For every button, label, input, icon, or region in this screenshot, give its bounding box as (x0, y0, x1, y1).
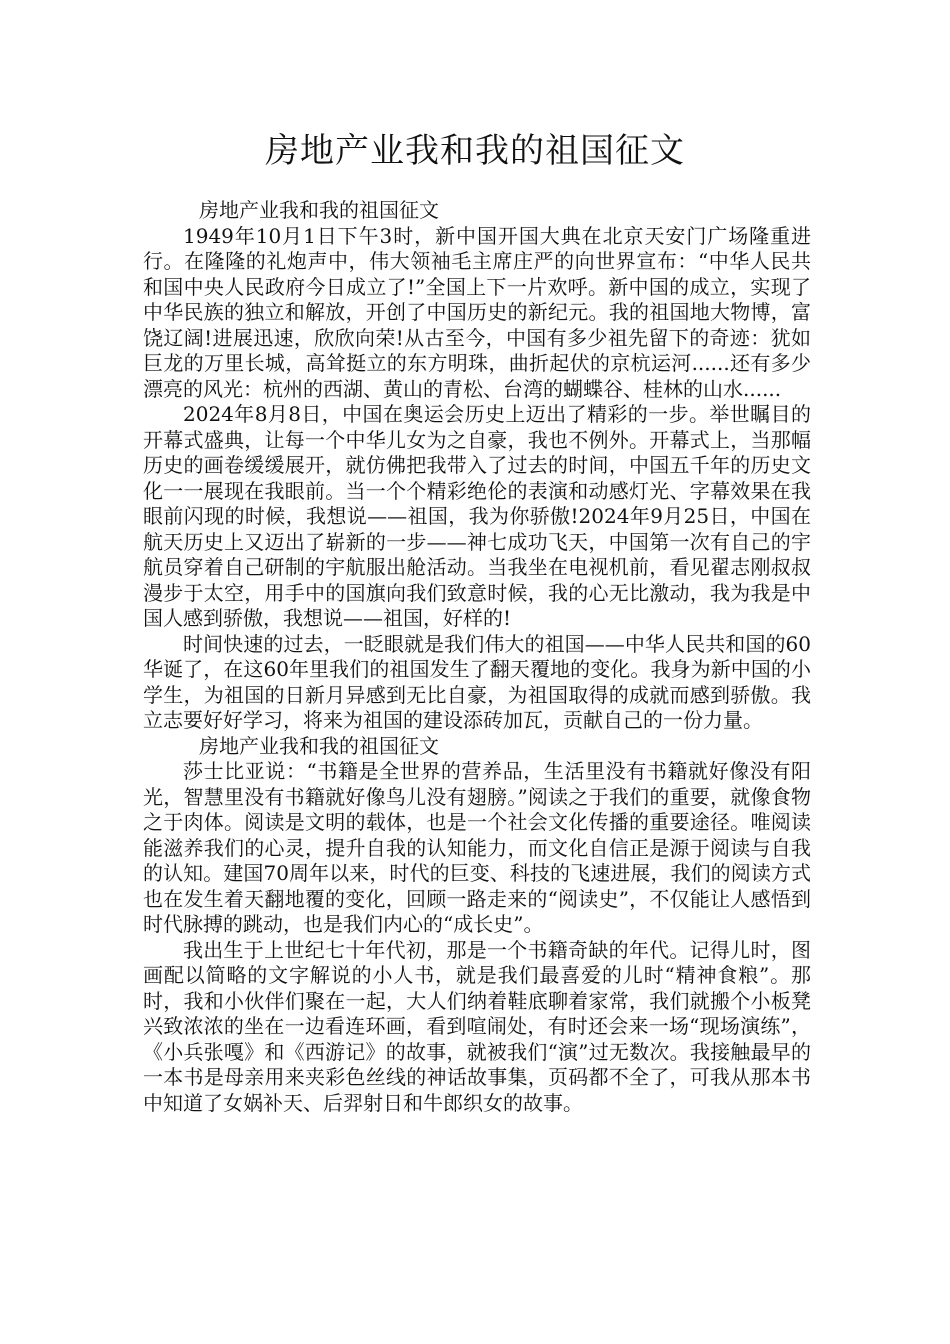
paragraph: 1949年10月1日下午3时，新中国开国大典在北京天安门广场隆重进行。在隆隆的礼炮声中，伟大领袖毛主席庄严的向世界宣布：“中华人民共和国中央人民政府今日成立了!”全国上下一片欢呼。新中国的成立，实现了中华民族的独立和解放，开创了中国历史的新纪元。我的祖国地大物博，富饶辽阔!进展迅速，欣欣向荣!从古至今，中国有多少祖先留下的奇迹：犹如巨龙的万里长城，高耸挺立的东方明珠，曲折起伏的京杭运河......还有多少漂亮的风光：杭州的西湖、黄山的青松、台湾的蝴蝶谷、桂林的山水...... (143, 223, 811, 401)
paragraph: 时间快速的过去，一眨眼就是我们伟大的祖国——中华人民共和国的60华诞了，在这60年里我们的祖国发生了翻天覆地的变化。我身为新中国的小学生，为祖国的日新月异感到无比自豪，为祖国取得的成就而感到骄傲。我立志要好好学习，将来为祖国的建设添砖加瓦，贡献自己的一份力量。 (143, 631, 811, 732)
paragraph: 莎士比亚说：“书籍是全世界的营养品，生活里没有书籍就好像没有阳光，智慧里没有书籍就好像鸟儿没有翅膀。”阅读之于我们的重要，就像食物之于肉体。阅读是文明的载体，也是一个社会文化传播的重要途径。唯阅读能滋养我们的心灵，提升自我的认知能力，而文化自信正是源于阅读与自我的认知。建国70周年以来，时代的巨变、科技的飞速进展，我们的阅读方式也在发生着天翻地覆的变化，回顾一路走来的“阅读史”，不仅能让人感悟到时代脉搏的跳动，也是我们内心的“成长史”。 (143, 759, 811, 936)
document-body (143, 198, 811, 1116)
section-heading: 房地产业我和我的祖国征文 (199, 733, 439, 758)
paragraph: 2024年8月8日，中国在奥运会历史上迈出了精彩的一步。举世瞩目的开幕式盛典，让每一个中华儿女为之自豪，我也不例外。开幕式上，当那幅历史的画卷缓缓展开，就仿佛把我带入了过去的时间，中国五千年的历史文化一一展现在我眼前。当一个个精彩绝伦的表演和动感灯光、字幕效果在我眼前闪现的时候，我想说——祖国，我为你骄傲!2024年9月25日，中国在航天历史上又迈出了崭新的一步——神七成功飞天，中国第一次有自己的宇航员穿着自己研制的宇航服出舱活动。当我坐在电视机前，看见翟志刚叔叔漫步于太空，用手中的国旗向我们致意时候，我的心无比激动，我为我是中国人感到骄傲，我想说——祖国，好样的! (143, 402, 811, 630)
document-title: 房地产业我和我的祖国征文 (265, 131, 685, 171)
section-heading: 房地产业我和我的祖国征文 (199, 198, 439, 222)
paragraph: 我出生于上世纪七十年代初，那是一个书籍奇缺的年代。记得儿时，图画配以简略的文字解说的小人书，就是我们最喜爱的儿时“精神食粮”。那时，我和小伙伴们聚在一起，大人们纳着鞋底聊着家常，我们就搬个小板凳兴致浓浓的坐在一边看连环画，看到喧闹处，有时还会来一场“现场演练”，《小兵张嘎》和《西游记》的故事，就被我们“演”过无数次。我接触最早的一本书是母亲用来夹彩色丝线的神话故事集，页码都不全了，可我从那本书中知道了女娲补天、后羿射日和牛郎织女的故事。 (143, 937, 811, 1115)
